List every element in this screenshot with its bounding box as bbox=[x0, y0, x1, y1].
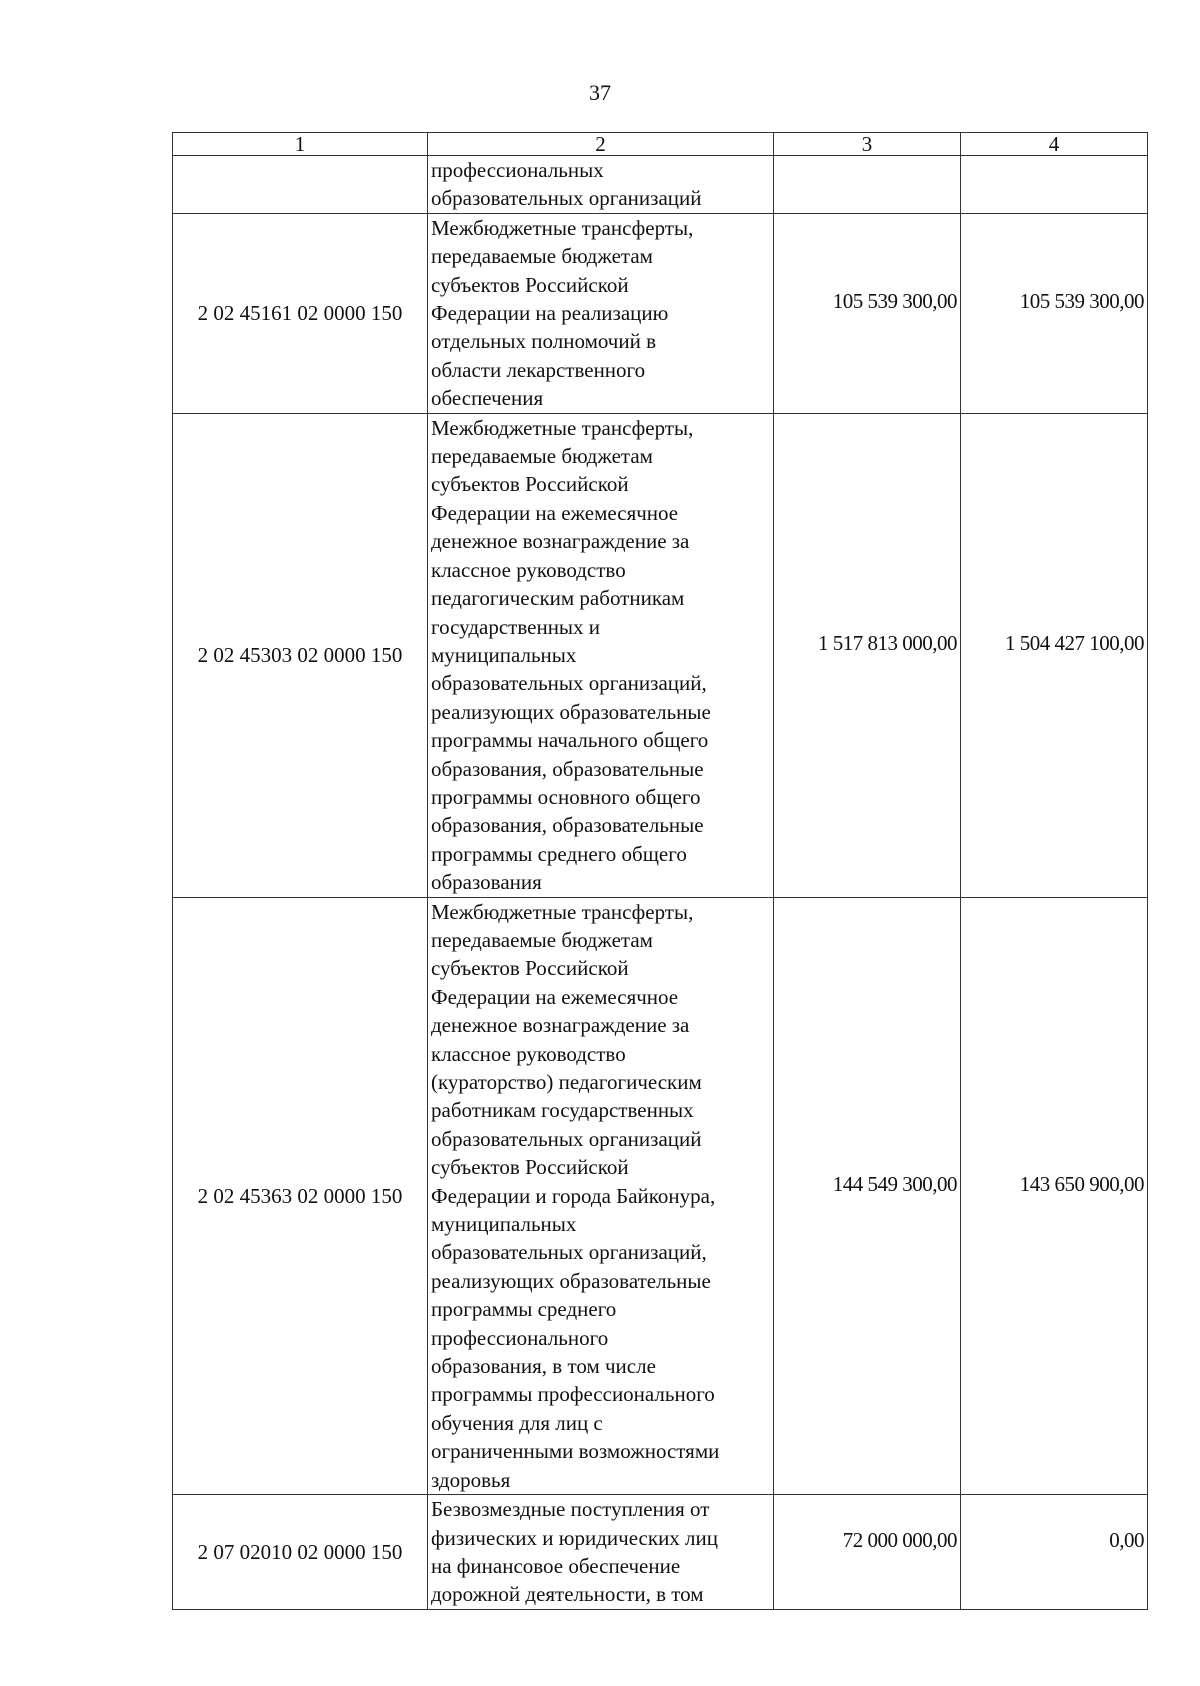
budget-code-cell: 2 02 45303 02 0000 150 bbox=[173, 413, 428, 897]
description-line: передаваемые бюджетам bbox=[431, 244, 653, 269]
description-line: субъектов Российской bbox=[431, 472, 629, 497]
description-line: программы профессионального bbox=[431, 1382, 715, 1407]
description-line: области лекарственного bbox=[431, 357, 646, 382]
description-line: Федерации и города Байконура, bbox=[431, 1183, 716, 1208]
description-line: денежное вознаграждение за bbox=[431, 1013, 690, 1038]
amount-column-3: 105 539 300,00 bbox=[832, 289, 957, 314]
table-row bbox=[173, 1495, 1148, 1610]
amount-column-4-cell bbox=[961, 897, 1148, 1495]
column-header-3: 3 bbox=[774, 133, 961, 156]
budget-code-cell: 2 07 02010 02 0000 150 bbox=[173, 1495, 428, 1610]
table-row bbox=[173, 897, 1148, 1495]
description-cell bbox=[428, 213, 774, 413]
description-line: Федерации на ежемесячное bbox=[431, 500, 679, 525]
description-line: муниципальных bbox=[431, 1212, 577, 1237]
amount-column-3-cell bbox=[774, 213, 961, 413]
description-line: физических и юридических лиц bbox=[431, 1525, 719, 1550]
amount-column-3-cell bbox=[774, 156, 961, 214]
amount-column-3-cell bbox=[774, 897, 961, 1495]
description-line: классное руководство bbox=[431, 1041, 626, 1066]
description-line: на финансовое обеспечение bbox=[431, 1553, 681, 1578]
description-line: программы среднего bbox=[431, 1297, 617, 1322]
table-header-row bbox=[173, 133, 1148, 156]
column-header-4: 4 bbox=[961, 133, 1148, 156]
description-line: программы начального общего bbox=[431, 728, 709, 753]
description-line: передаваемые бюджетам bbox=[431, 444, 653, 469]
description-line: профессионального bbox=[431, 1325, 609, 1350]
amount-column-4-cell bbox=[961, 413, 1148, 897]
column-header-1: 1 bbox=[173, 133, 428, 156]
table-row bbox=[173, 413, 1148, 897]
description-line: ограниченными возможностями bbox=[431, 1439, 720, 1464]
table-row bbox=[173, 156, 1148, 214]
table-row bbox=[173, 213, 1148, 413]
description-cell bbox=[428, 156, 774, 214]
description-line: профессиональных bbox=[431, 158, 604, 182]
page-number: 37 bbox=[589, 80, 611, 105]
amount-column-4-cell bbox=[961, 1495, 1148, 1610]
description-line: программы среднего общего bbox=[431, 841, 687, 866]
amount-column-4: 0,00 bbox=[1109, 1527, 1144, 1552]
description-line: Безвозмездные поступления от bbox=[431, 1497, 710, 1522]
amount-column-4: 143 650 900,00 bbox=[1019, 1171, 1144, 1196]
amount-column-4-cell bbox=[961, 213, 1148, 413]
amount-column-4: 105 539 300,00 bbox=[1019, 289, 1144, 314]
amount-column-3: 72 000 000,00 bbox=[842, 1527, 957, 1552]
description-line: реализующих образовательные bbox=[431, 699, 711, 724]
description-line: образования, образовательные bbox=[431, 756, 704, 781]
description-line: субъектов Российской bbox=[431, 956, 629, 981]
amount-column-3: 144 549 300,00 bbox=[832, 1171, 957, 1196]
budget-table bbox=[172, 132, 1148, 1610]
description-line: субъектов Российской bbox=[431, 272, 629, 297]
description-cell bbox=[428, 1495, 774, 1610]
column-header-2: 2 bbox=[428, 133, 774, 156]
description-line: реализующих образовательные bbox=[431, 1268, 711, 1293]
description-line: Межбюджетные трансферты, bbox=[431, 899, 694, 924]
description-line: муниципальных bbox=[431, 642, 577, 667]
description-line: образования, образовательные bbox=[431, 813, 704, 838]
description-line: Федерации на реализацию bbox=[431, 301, 669, 326]
amount-column-3-cell bbox=[774, 413, 961, 897]
amount-column-4: 1 504 427 100,00 bbox=[1005, 630, 1144, 655]
budget-code-cell bbox=[173, 156, 428, 214]
description-cell bbox=[428, 413, 774, 897]
description-line: здоровья bbox=[431, 1467, 511, 1492]
description-line: передаваемые бюджетам bbox=[431, 927, 653, 952]
description-line: (кураторство) педагогическим bbox=[431, 1070, 702, 1094]
description-line: работникам государственных bbox=[431, 1098, 694, 1123]
description-line: образования, в том числе bbox=[431, 1354, 656, 1379]
description-line: образования bbox=[431, 870, 542, 895]
description-line: программы основного общего bbox=[431, 784, 701, 809]
description-line: образовательных организаций bbox=[431, 186, 702, 211]
description-line: государственных и bbox=[431, 614, 601, 639]
budget-code-cell: 2 02 45363 02 0000 150 bbox=[173, 897, 428, 1495]
description-line: обучения для лиц с bbox=[431, 1410, 603, 1435]
description-line: Межбюджетные трансферты, bbox=[431, 415, 694, 440]
description-line: денежное вознаграждение за bbox=[431, 529, 690, 554]
description-line: Межбюджетные трансферты, bbox=[431, 215, 694, 240]
amount-column-3-cell bbox=[774, 1495, 961, 1610]
description-line: отдельных полномочий в bbox=[431, 329, 657, 354]
description-line: образовательных организаций, bbox=[431, 671, 707, 696]
description-line: педагогическим работникам bbox=[431, 586, 685, 611]
amount-column-4-cell bbox=[961, 156, 1148, 214]
amount-column-3: 1 517 813 000,00 bbox=[818, 630, 957, 655]
description-line: Федерации на ежемесячное bbox=[431, 984, 679, 1009]
description-line: субъектов Российской bbox=[431, 1155, 629, 1180]
description-line: классное руководство bbox=[431, 557, 626, 582]
description-line: образовательных организаций bbox=[431, 1126, 702, 1151]
budget-code-cell: 2 02 45161 02 0000 150 bbox=[173, 213, 428, 413]
description-cell bbox=[428, 897, 774, 1495]
description-line: обеспечения bbox=[431, 386, 544, 411]
description-line: образовательных организаций, bbox=[431, 1240, 707, 1265]
description-line: дорожной деятельности, в том bbox=[431, 1582, 704, 1607]
